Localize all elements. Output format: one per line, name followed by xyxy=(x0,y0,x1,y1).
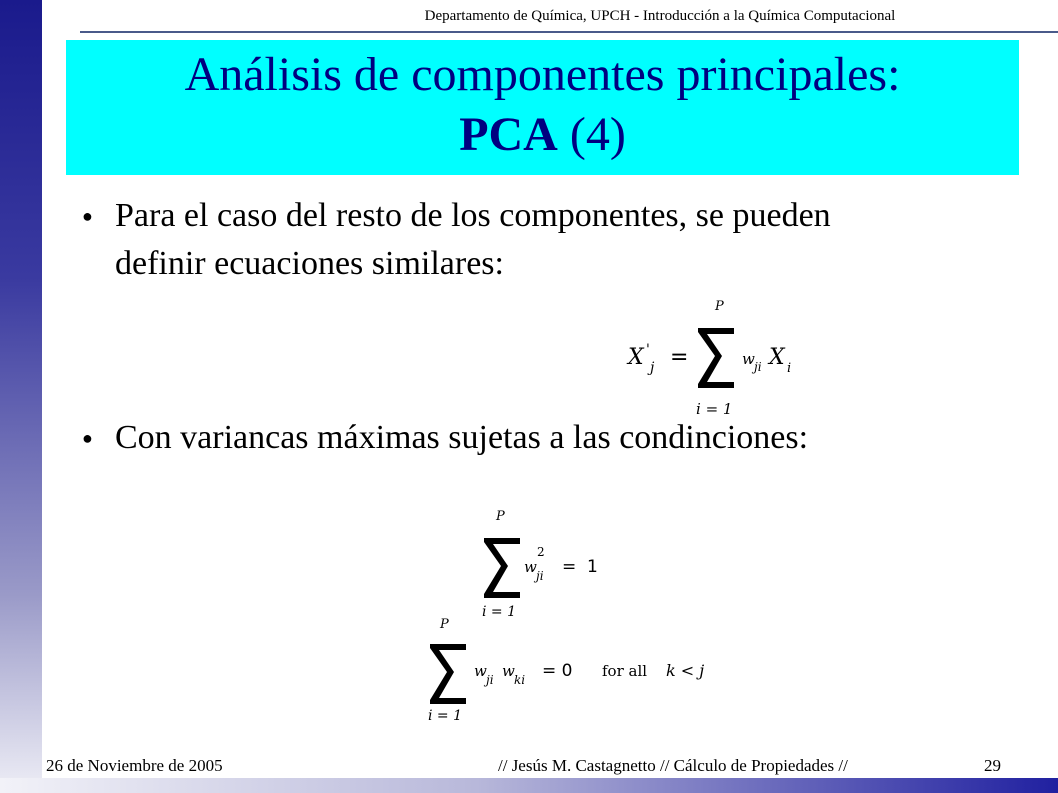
bullet-1-line-2: definir ecuaciones similares: xyxy=(115,245,504,282)
eq3-condition: for all xyxy=(602,662,648,680)
bullet-2-text xyxy=(115,414,1035,462)
eq2-lower-limit: i = 1 xyxy=(482,604,517,618)
title-pca: PCA xyxy=(459,108,558,161)
title-number: (4) xyxy=(557,108,626,161)
eq1-lhs: X xyxy=(628,345,644,370)
bullet-dot-icon: ● xyxy=(82,206,93,226)
footer-page-number: 29 xyxy=(984,756,1001,775)
eq1-term-x: X xyxy=(769,345,785,370)
bullet-dot-icon: ● xyxy=(82,428,93,448)
eq3-term-w1-sub: ji xyxy=(486,673,494,687)
bottom-decorative-band xyxy=(0,778,1058,793)
eq1-term-x-sub: i xyxy=(787,361,792,376)
eq3-term-w2: w xyxy=(502,662,515,680)
title-box xyxy=(66,40,1019,175)
footer-date: 26 de Noviembre de 2005 xyxy=(46,756,223,775)
eq3-sum-icon xyxy=(430,644,466,704)
bullet-1-text xyxy=(115,192,1035,288)
eq1-term-w: w xyxy=(742,350,755,368)
eq3-condition-expr: k < j xyxy=(666,661,705,680)
eq3-term-w2-sub: ki xyxy=(514,673,526,687)
eq2-term-w-sub: ji xyxy=(536,569,544,583)
eq3-lower-limit: i = 1 xyxy=(428,708,463,724)
title-line-1: Análisis de componentes principales: xyxy=(184,48,901,101)
left-decorative-band xyxy=(0,0,42,793)
header-rule xyxy=(80,31,1058,33)
eq1-upper-limit: P xyxy=(715,299,724,314)
eq1-lhs-prime: ' xyxy=(646,342,650,358)
eq1-lhs-sub: j xyxy=(650,360,655,376)
header-department: Departamento de Química, UPCH - Introducción a la Química Computacional xyxy=(424,8,896,24)
eq1-sum-icon xyxy=(698,328,734,388)
equation-constraint-norm xyxy=(480,506,620,618)
eq2-term-w-sup: 2 xyxy=(537,545,545,559)
bullet-2-line-1: Con variancas máximas sujetas a las condinciones: xyxy=(115,419,809,456)
eq3-rhs: = 0 xyxy=(542,661,573,681)
title-line-2 xyxy=(66,106,1019,164)
equation-constraint-orthogonal xyxy=(426,614,726,726)
eq1-term-w-sub: ji xyxy=(754,360,762,374)
eq1-equals: = xyxy=(670,345,689,370)
bullet-1-line-1: Para el caso del resto de los componentes, se pueden xyxy=(115,197,831,234)
eq2-sum-icon xyxy=(484,538,520,598)
eq1-lower-limit: i = 1 xyxy=(696,400,733,418)
eq3-term-w1: w xyxy=(474,662,487,680)
eq3-upper-limit: P xyxy=(440,617,449,632)
eq2-upper-limit: P xyxy=(496,509,505,524)
eq2-rhs: = 1 xyxy=(562,557,598,577)
eq2-term-w: w xyxy=(524,558,537,576)
footer-author: // Jesús M. Castagnetto // Cálculo de Propiedades // xyxy=(498,756,848,775)
equation-component xyxy=(622,292,822,420)
